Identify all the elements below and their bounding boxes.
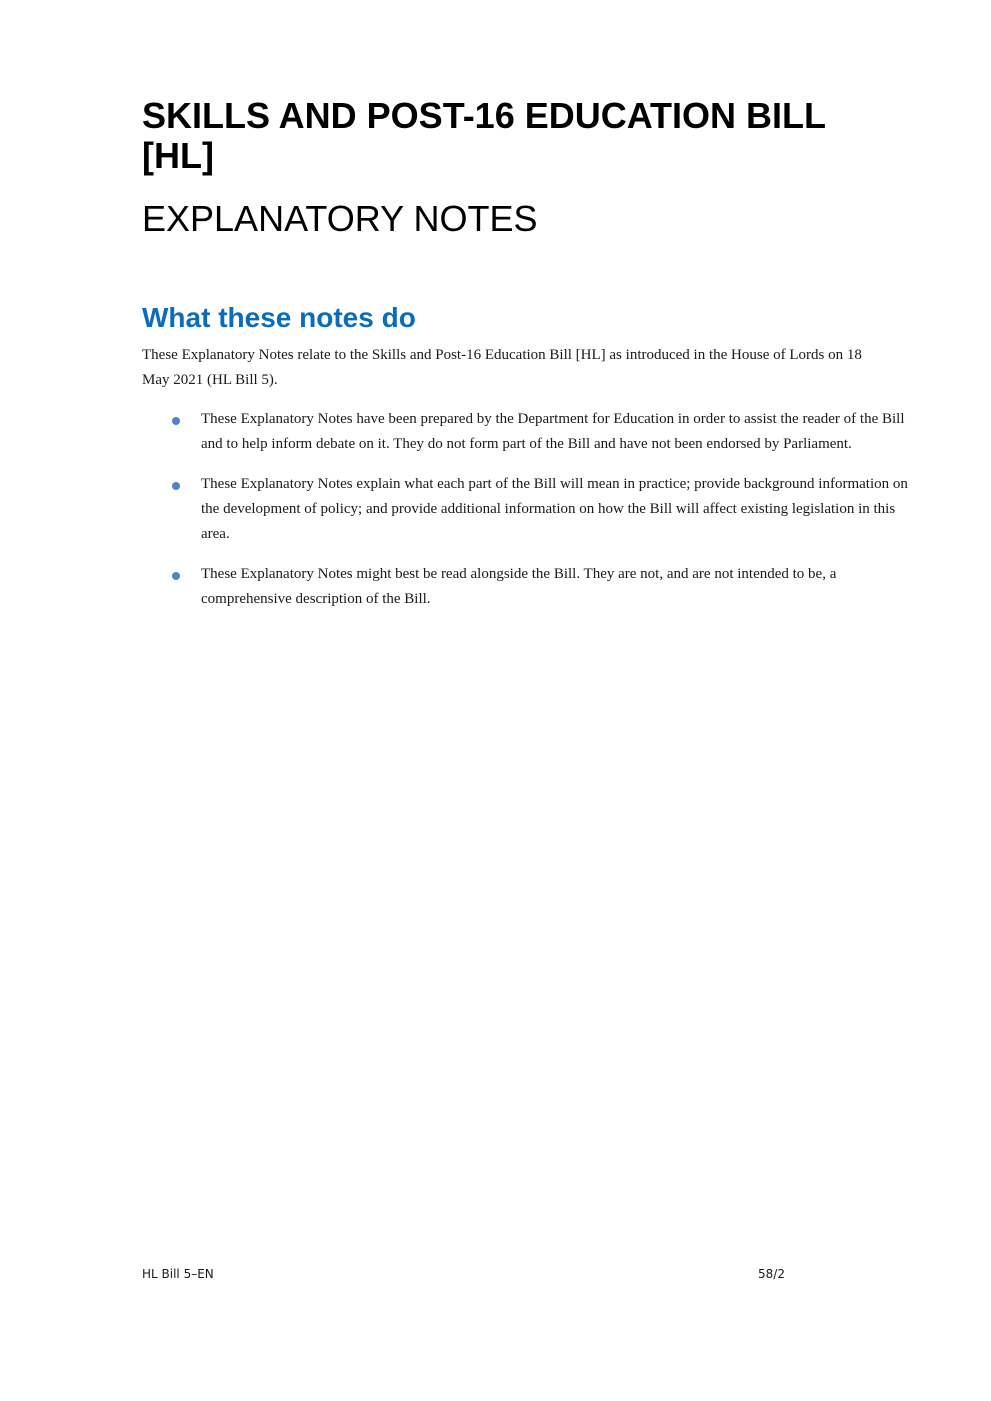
- bullet-text: These Explanatory Notes explain what each part of the Bill will mean in practice; provide background information on the development of policy; and provide additional information on how the Bill will affect existing legislation in this area.: [201, 476, 908, 542]
- document-subtitle: EXPLANATORY NOTES: [142, 198, 538, 239]
- intro-paragraph: These Explanatory Notes relate to the Skills and Post-16 Education Bill [HL] as introduced in the House of Lords on 18 May 2021 (HL Bill 5).: [142, 347, 862, 388]
- bullet-item: [142, 407, 912, 457]
- bullet-text: These Explanatory Notes have been prepared by the Department for Education in order to assist the reader of the Bill and to help inform debate on it. They do not form part of the Bill and have not been endorsed by Parliament.: [201, 411, 905, 452]
- bullet-list: [142, 407, 912, 627]
- document-title: SKILLS AND POST-16 EDUCATION BILL [HL]: [142, 95, 826, 176]
- bullet-dot-icon: [172, 572, 180, 580]
- bullet-item: [142, 472, 912, 547]
- section-heading: What these notes do: [142, 302, 416, 333]
- bullet-dot-icon: [172, 417, 180, 425]
- bullet-text: These Explanatory Notes might best be read alongside the Bill. They are not, and are not intended to be, a comprehensive description of the Bill.: [201, 566, 837, 607]
- bullet-item: [142, 562, 912, 612]
- footer-bill-reference: HL Bill 5–EN: [142, 1267, 214, 1281]
- footer-page-code: 58/2: [758, 1267, 785, 1281]
- bullet-dot-icon: [172, 482, 180, 490]
